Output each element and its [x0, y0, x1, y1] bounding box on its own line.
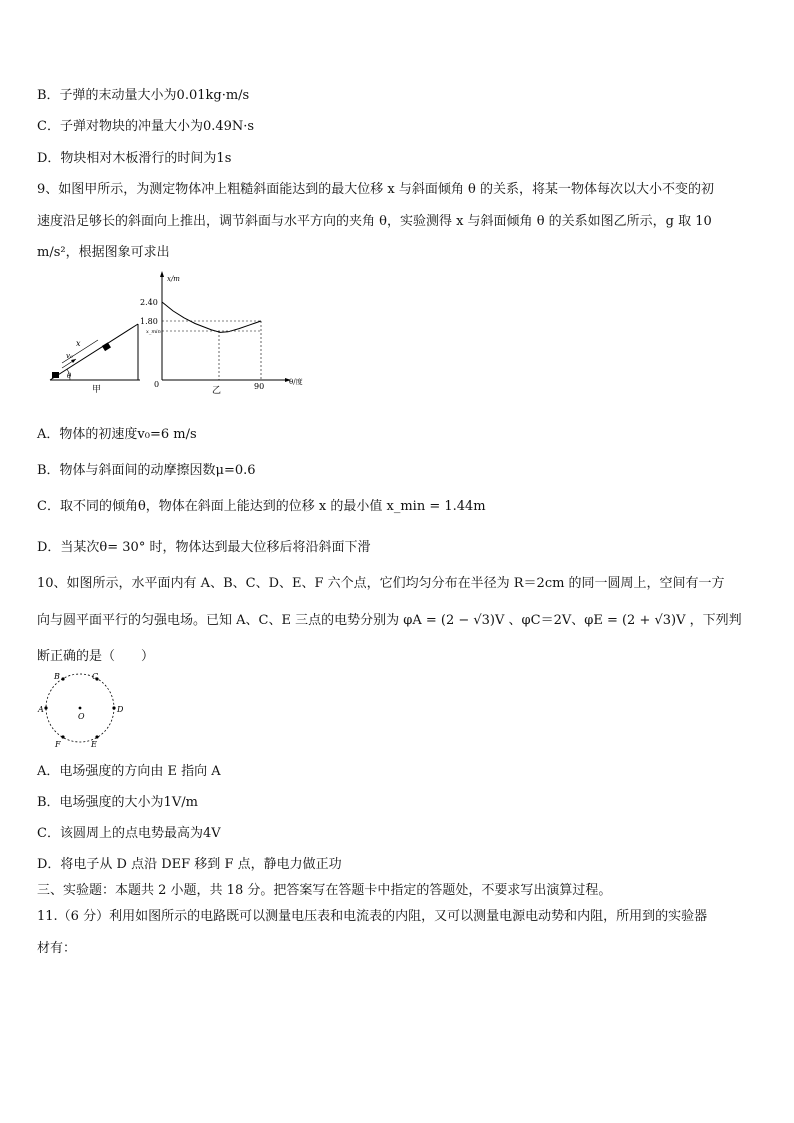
point-d-label: D — [117, 705, 124, 714]
tick-2-40: 2.40 — [140, 298, 158, 307]
point-o-label: O — [78, 712, 85, 721]
q9-option-d: D．当某次θ= 30° 时，物体达到最大位移后将沿斜面下滑 — [37, 540, 371, 555]
q9-option-c: C．取不同的倾角θ，物体在斜面上能达到的位移 x 的最小值 x_min = 1.44m — [37, 499, 486, 514]
q9-figure — [40, 268, 320, 398]
x-theta-curve — [162, 302, 261, 332]
block-end — [102, 342, 111, 351]
q8-option-d: D．物块相对木板滑行的时间为1s — [37, 151, 232, 166]
point-e-label: E — [91, 740, 97, 749]
q10-option-d: D．将电子从 D 点沿 DEF 移到 F 点，静电力做正功 — [37, 857, 342, 872]
q8-option-b: B．子弹的末动量大小为0.01kg·m/s — [37, 88, 250, 103]
q10-option-a: A．电场强度的方向由 E 指向 A — [37, 764, 221, 779]
q11-stem-line-1: 11.（6 分）利用如图所示的电路既可以测量电压表和电流表的内阻，又可以测量电源电动势和内阻，所用到的实验器 — [37, 909, 708, 924]
q10-stem-line-2: 向与圆平面平行的匀强电场。已知 A、C、E 三点的电势分别为 φA = (2 − √3)V 、φC＝2V、φE = (2 + √3)V ，下列判 — [37, 613, 742, 628]
point-c-label: C — [92, 672, 99, 681]
incline-theta-label: θ — [67, 372, 72, 380]
q10-stem-line-3: 断正确的是（ ） — [37, 649, 155, 664]
q9-stem-line-2: 速度沿足够长的斜面向上推出，调节斜面与水平方向的夹角 θ，实验测得 x 与斜面倾角 θ 的关系如图乙所示，g 取 10 — [37, 214, 712, 229]
q10-circle-figure — [36, 670, 126, 750]
q9-option-a: A．物体的初速度v₀=6 m/s — [37, 427, 197, 442]
point-a-label: A — [38, 705, 44, 714]
tick-1-80: 1.80 — [140, 317, 158, 326]
x-theta-chart — [140, 271, 303, 396]
q10-option-b: B．电场强度的大小为1V/m — [37, 795, 198, 810]
point-f-label: F — [55, 740, 61, 749]
q8-option-c: C．子弹对物块的冲量大小为0.49N·s — [37, 119, 255, 134]
tick-0: 0 — [154, 380, 160, 389]
point-b-label: B — [54, 672, 60, 681]
incline-x-label: x — [76, 339, 81, 348]
q9-option-b: B．物体与斜面间的动摩擦因数μ=0.6 — [37, 463, 256, 478]
tick-xmin: x_min — [146, 329, 161, 335]
jia-label: 甲 — [92, 385, 102, 395]
y-axis-label: x/m — [167, 275, 180, 283]
q10-stem-line-1: 10、如图所示，水平面内有 A、B、C、D、E、F 六个点，它们均匀分布在半径为 R＝2cm 的同一圆周上，空间有一方 — [37, 576, 725, 591]
q9-stem-line-3: m/s²，根据图象可求出 — [37, 245, 170, 260]
x-axis-label: θ/度 — [289, 378, 303, 386]
section-3-heading: 三、实验题：本题共 2 小题，共 18 分。把答案写在答题卡中指定的答题处，不要求写出演算过程。 — [37, 883, 612, 898]
incline-v0-label: v₀ — [66, 352, 73, 360]
q11-stem-line-2: 材有： — [37, 941, 77, 956]
q9-stem-line-1: 9、如图甲所示，为测定物体冲上粗糙斜面能达到的最大位移 x 与斜面倾角 θ 的关系，将某一物体每次以大小不变的初 — [37, 182, 714, 197]
block-start — [52, 372, 59, 378]
q10-option-c: C．该圆周上的点电势最高为4V — [37, 826, 221, 841]
yi-label: 乙 — [212, 386, 222, 396]
incline-diagram — [50, 324, 140, 395]
tick-90: 90 — [254, 382, 265, 391]
